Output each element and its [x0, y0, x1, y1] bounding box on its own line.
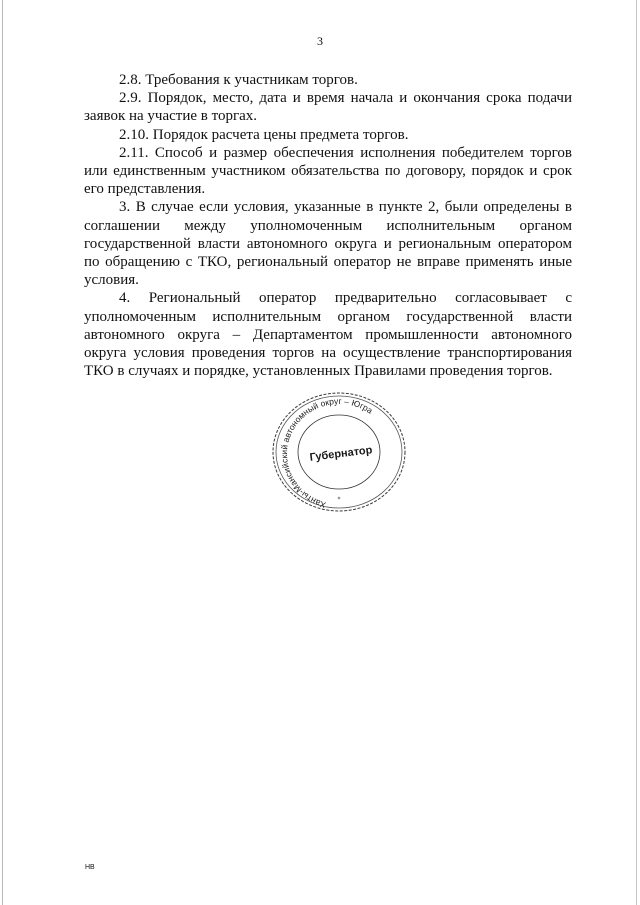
- page-number: 3: [317, 34, 323, 48]
- seal-ring-text: Ханты-Мансийский автономный округ – Югра: [279, 395, 375, 511]
- paragraph-2-9: 2.9. Порядок, место, дата и время начала и окончания срока подачи заявок на участие в торгах.: [84, 90, 572, 125]
- scan-edge-right: [636, 0, 637, 905]
- governor-seal-stamp: [268, 388, 410, 514]
- scan-edge-left: [2, 0, 3, 905]
- paragraph-2-11: 2.11. Способ и размер обеспечения исполнения победителем торгов или единственным участником обязательства по договору, порядок и срок его представления.: [84, 144, 572, 198]
- footer-code: НВ: [85, 864, 95, 871]
- seal-star-icon: *: [337, 496, 341, 503]
- paragraph-4: 4. Региональный оператор предварительно согласовывает с уполномоченным исполнительным органом государственной власти автономного округа – Департаментом промышленности автономного округа условия проведения торгов на осуществление транспортирования ТКО в случаях и порядке, установленных Правилами проведения торгов.: [84, 290, 572, 380]
- paragraph-3: 3. В случае если условия, указанные в пункте 2, были определены в соглашении между уполномоченным исполнительным органом государственной власти автономного округа и региональным оператором по обращению с ТКО, региональный оператор не вправе применять иные условия.: [84, 199, 572, 289]
- paragraph-2-8: 2.8. Требования к участникам торгов.: [119, 72, 358, 88]
- paragraph-2-10: 2.10. Порядок расчета цены предмета торгов.: [119, 126, 409, 143]
- document-body: [84, 71, 572, 380]
- seal-center-text: Губернатор: [308, 444, 374, 464]
